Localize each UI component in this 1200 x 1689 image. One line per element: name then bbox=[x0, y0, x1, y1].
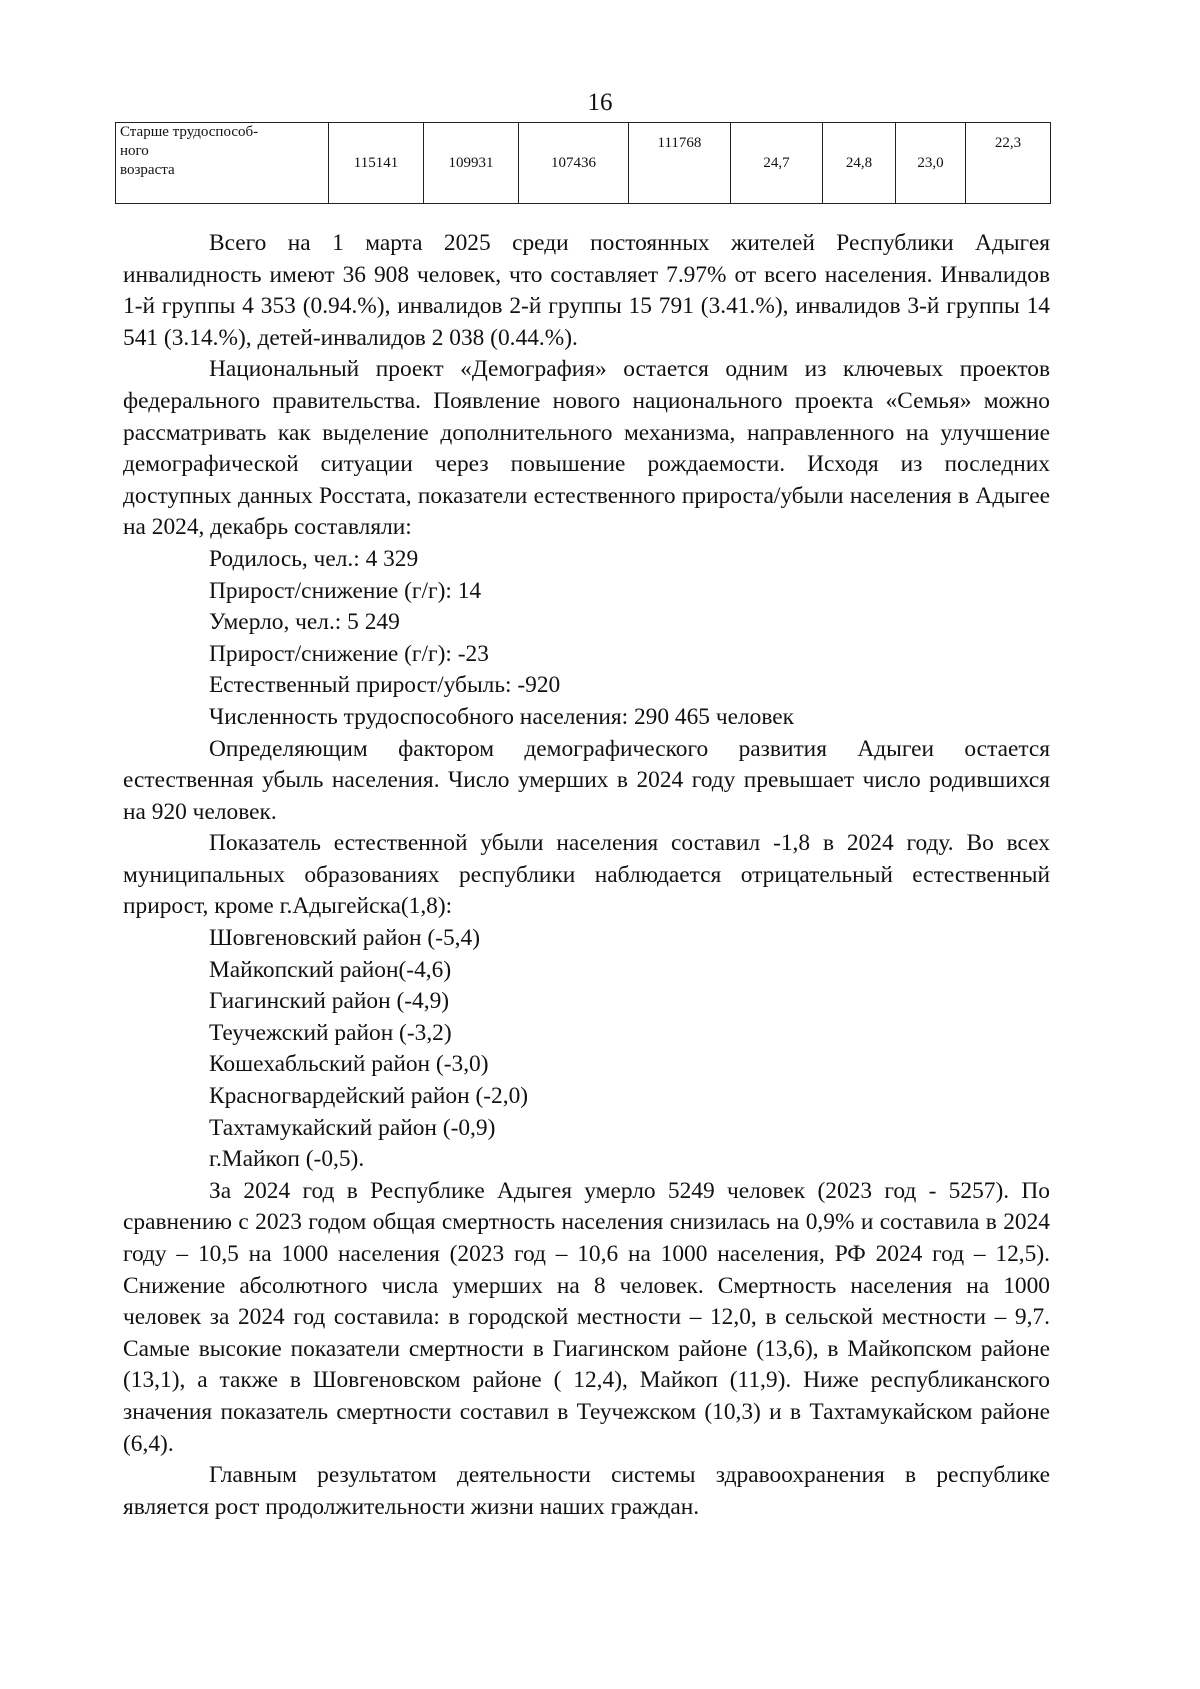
paragraph-mortality: За 2024 год в Республике Адыгея умерло 5249 человек (2023 год - 5257). По сравнению с 2023 годом общая смертность населения снизилась на 0,9% и составила в 2024 году – 10,5 на 1000 населения (2023 год – 10,6 на 1000 населения, РФ 2024 год – 12,5). Снижение абсолютного числа умерших на 8 человек. Смертность населения на 1000 человек за 2024 год составила: в городской местности – 12,0, в сельской местности – 9,7. Самые высокие показатели смертности в Гиагинском районе (13,6), в Майкопском районе (13,1), а также в Шовгеновском районе ( 12,4), Майкоп (11,9). Ниже республиканского значения показатель смертности составил в Теучежском (10,3) и в Тахтамукайском районе (6,4). bbox=[123, 1177, 1050, 1457]
row-label-line: Старше трудоспособ- bbox=[120, 124, 259, 140]
districts-list bbox=[123, 923, 1050, 1176]
list-item: Прирост/снижение (г/г): 14 bbox=[209, 577, 482, 604]
table-cell: 23,0 bbox=[896, 123, 966, 204]
list-item: г.Майкоп (-0,5). bbox=[209, 1146, 365, 1173]
table-cell: 24,8 bbox=[823, 123, 896, 204]
list-item: Майкопский район(-4,6) bbox=[209, 956, 452, 983]
list-item: Красногвардейский район (-2,0) bbox=[209, 1083, 529, 1110]
list-item: Теучежский район (-3,2) bbox=[209, 1019, 452, 1046]
table-row bbox=[116, 123, 1051, 204]
paragraph-healthcare-result: Главным результатом деятельности системы здравоохранения в республике является рост продолжительности жизни наших граждан. bbox=[123, 1462, 1050, 1520]
document-body bbox=[123, 228, 1050, 1523]
list-item: Прирост/снижение (г/г): -23 bbox=[209, 640, 489, 667]
list-item: Тахтамукайский район (-0,9) bbox=[209, 1114, 496, 1141]
list-item: Шовгеновский район (-5,4) bbox=[209, 925, 481, 952]
list-item: Умерло, чел.: 5 249 bbox=[209, 609, 400, 636]
table-cell: 24,7 bbox=[731, 123, 823, 204]
table-cell: 109931 bbox=[424, 123, 519, 204]
indicators-list bbox=[123, 544, 1050, 734]
paragraph-demography-project: Национальный проект «Демография» остается одним из ключевых проектов федерального правительства. Появление нового национального проекта «Семья» можно рассматривать как выделение дополнительного механизма, направленного на улучшение демографической ситуации через повышение рождаемости. Исходя из последних доступных данных Росстата, показатели естественного прироста/убыли населения в Адыгее на 2024, декабрь составляли: bbox=[123, 356, 1050, 541]
list-item: Родилось, чел.: 4 329 bbox=[209, 545, 419, 572]
list-item: Гиагинский район (-4,9) bbox=[209, 988, 450, 1015]
paragraph-natural-decline: Определяющим фактором демографического развития Адыгеи остается естественная убыль населения. Число умерших в 2024 году превышает число родившихся на 920 человек. bbox=[123, 735, 1050, 825]
list-item: Естественный прирост/убыль: -920 bbox=[209, 672, 561, 699]
paragraph-decline-indicator: Показатель естественной убыли населения составил -1,8 в 2024 году. Во всех муниципальных образованиях республики наблюдается отрицательный естественный прирост, кроме г.Адыгейска(1,8): bbox=[123, 830, 1050, 920]
table-cell: 111768 bbox=[629, 123, 731, 204]
row-label bbox=[116, 123, 329, 204]
row-label-line: возраста bbox=[120, 162, 175, 178]
table-cell: 22,3 bbox=[966, 123, 1051, 204]
table-cell: 115141 bbox=[329, 123, 424, 204]
list-item: Кошехабльский район (-3,0) bbox=[209, 1051, 489, 1078]
page-number: 16 bbox=[587, 89, 613, 116]
paragraph-disability: Всего на 1 марта 2025 среди постоянных жителей Республики Адыгея инвалидность имеют 36 908 человек, что составляет 7.97% от всего населения. Инвалидов 1-й группы 4 353 (0.94.%), инвалидов 2-й группы 15 791 (3.41.%), инвалидов 3-й группы 14 541 (3.14.%), детей-инвалидов 2 038 (0.44.%). bbox=[123, 230, 1050, 351]
row-label-line: ного bbox=[120, 143, 149, 159]
population-table bbox=[115, 122, 1051, 204]
table-cell: 107436 bbox=[519, 123, 629, 204]
list-item: Численность трудоспособного населения: 290 465 человек bbox=[209, 703, 794, 730]
